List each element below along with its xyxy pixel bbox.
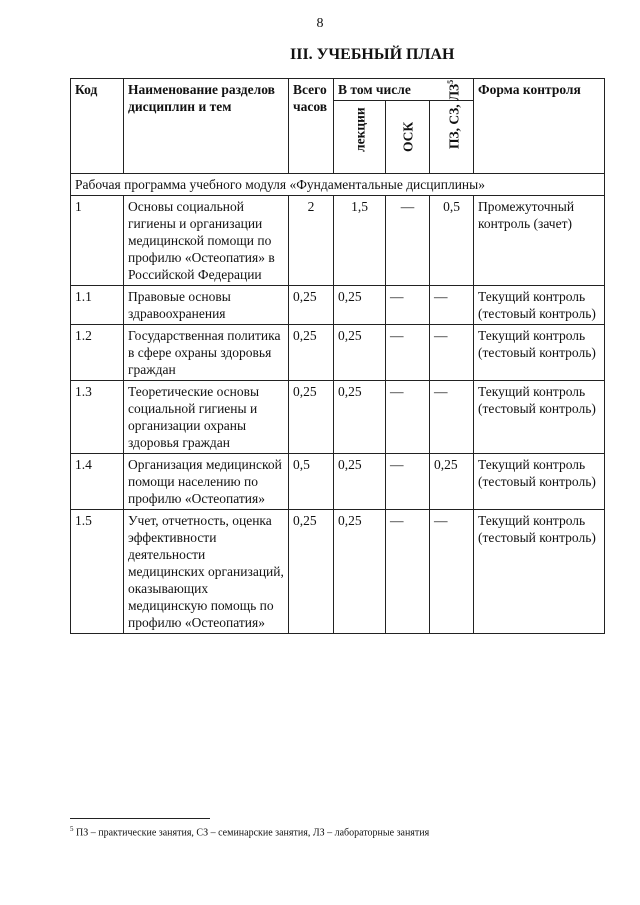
cell-lectures: 0,25 <box>334 325 386 381</box>
cell-control: Промежуточный контроль (зачет) <box>474 196 605 286</box>
cell-name: Организация медицинской помощи населению по профилю «Остеопатия» <box>124 454 289 510</box>
cell-osk: — <box>386 510 430 634</box>
footnote: $^5$ ПЗ – практические занятия, СЗ – семинарские занятия, ЛЗ – лабораторные занятия <box>70 825 430 839</box>
cell-total: 0,25 <box>289 510 334 634</box>
table-row <box>71 510 605 634</box>
module-title-row <box>71 174 605 196</box>
cell-total: 0,25 <box>289 325 334 381</box>
cell-code: 1.1 <box>71 286 124 325</box>
cell-total: 0,25 <box>289 381 334 454</box>
header-total: Всего часов <box>289 79 334 174</box>
cell-total: 2 <box>289 196 334 286</box>
cell-osk: — <box>386 286 430 325</box>
cell-name: Учет, отчетность, оценка эффективности деятельности медицинских организаций, оказывающих медицинскую помощь по профилю «Остеопатия» <box>124 510 289 634</box>
header-pz: ПЗ, СЗ, $ЛЗ^5$ <box>430 101 474 174</box>
cell-total: 0,5 <box>289 454 334 510</box>
cell-pz: 0,5 <box>430 196 474 286</box>
cell-pz: — <box>430 510 474 634</box>
cell-control: Текущий контроль (тестовый контроль) <box>474 510 605 634</box>
cell-control: Текущий контроль (тестовый контроль) <box>474 381 605 454</box>
cell-code: 1.5 <box>71 510 124 634</box>
cell-code: 1 <box>71 196 124 286</box>
cell-osk: — <box>386 325 430 381</box>
cell-control: Текущий контроль (тестовый контроль) <box>474 454 605 510</box>
section-title: III. УЧЕБНЫЙ ПЛАН <box>290 46 455 63</box>
header-name: Наименование разделов дисциплин и тем <box>124 79 289 174</box>
cell-name: Государственная политика в сфере охраны здоровья граждан <box>124 325 289 381</box>
cell-code: 1.2 <box>71 325 124 381</box>
cell-pz: — <box>430 381 474 454</box>
cell-lectures: 0,25 <box>334 381 386 454</box>
cell-total: 0,25 <box>289 286 334 325</box>
header-control: Форма контроля <box>474 79 605 174</box>
table-row <box>71 325 605 381</box>
header-including: В том числе <box>334 79 474 101</box>
table-header-row <box>71 79 605 101</box>
header-osk: ОСК <box>386 101 430 174</box>
cell-control: Текущий контроль (тестовый контроль) <box>474 325 605 381</box>
cell-name: Основы социальной гигиены и организации медицинской помощи по профилю «Остеопатия» в Российской Федерации <box>124 196 289 286</box>
cell-lectures: 0,25 <box>334 454 386 510</box>
cell-name: Теоретические основы социальной гигиены и организации охраны здоровья граждан <box>124 381 289 454</box>
table-row <box>71 381 605 454</box>
cell-pz: — <box>430 286 474 325</box>
cell-name: Правовые основы здравоохранения <box>124 286 289 325</box>
footnote-text: ПЗ – практические занятия, СЗ – семинарские занятия, ЛЗ – лабораторные занятия <box>76 827 430 839</box>
cell-control: Текущий контроль (тестовый контроль) <box>474 286 605 325</box>
cell-pz: 0,25 <box>430 454 474 510</box>
table-row <box>71 454 605 510</box>
cell-lectures: 1,5 <box>334 196 386 286</box>
cell-osk: — <box>386 196 430 286</box>
page-number: 8 <box>316 16 324 31</box>
cell-lectures: 0,25 <box>334 510 386 634</box>
header-lectures: лекции <box>334 101 386 174</box>
cell-osk: — <box>386 454 430 510</box>
module-title: Рабочая программа учебного модуля «Фундаментальные дисциплины» <box>71 174 605 196</box>
cell-code: 1.3 <box>71 381 124 454</box>
footnote-divider <box>70 818 210 819</box>
cell-osk: — <box>386 381 430 454</box>
table-row <box>71 286 605 325</box>
curriculum-table <box>70 78 605 634</box>
cell-code: 1.4 <box>71 454 124 510</box>
cell-pz: — <box>430 325 474 381</box>
cell-lectures: 0,25 <box>334 286 386 325</box>
header-code: Код <box>71 79 124 174</box>
table-row <box>71 196 605 286</box>
